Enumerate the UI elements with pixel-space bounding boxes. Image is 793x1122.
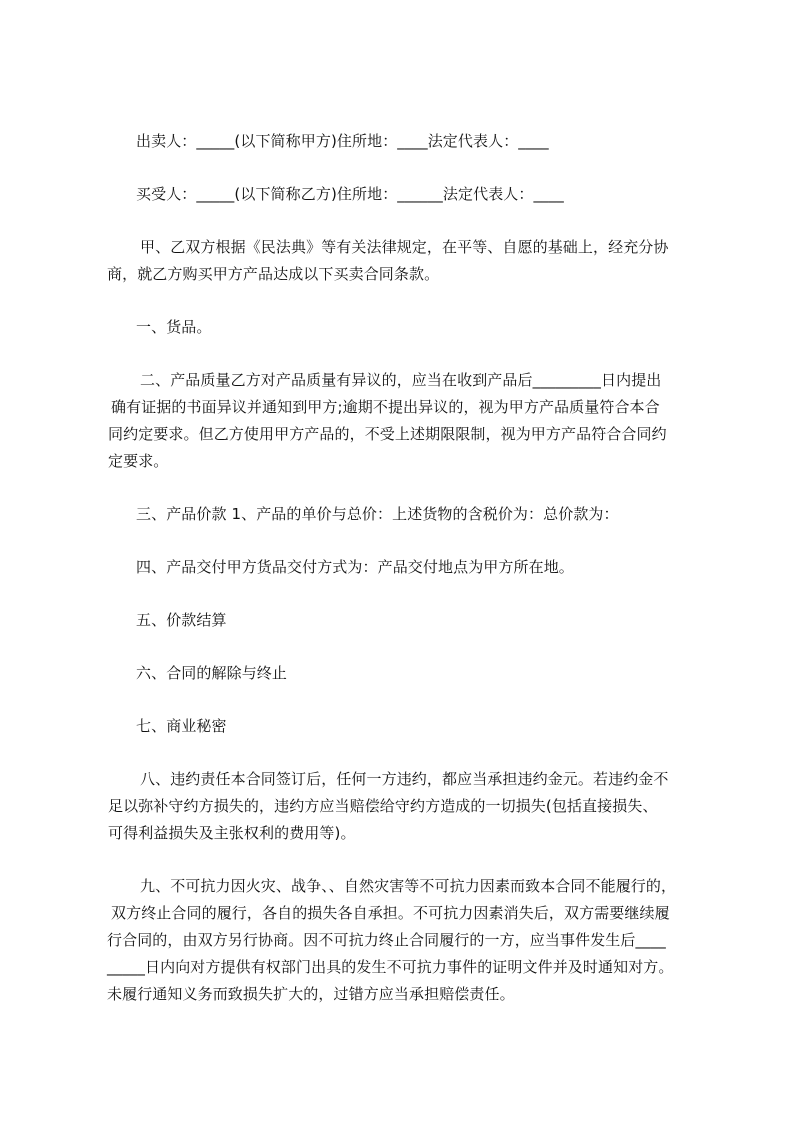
clause-9-line-1: 九、不可抗力因火灾、战争、、自然灾害等不可抗力因素而致本合同不能履行的， bbox=[140, 877, 677, 895]
clause-9-line-5: 未履行通知义务而致损失扩大的，过错方应当承担赔偿责任。 bbox=[107, 985, 515, 1003]
clause-9-line-3: 行合同的，由双方另行协商。因不可抗力终止合同履行的一方，应当事件发生后____ bbox=[107, 931, 666, 949]
clause-2-line-3: 同约定要求。但乙方使用甲方产品的，不受上述期限限制，视为甲方产品符合合同约 bbox=[108, 425, 667, 443]
clause-8-line-2: 足以弥补守约方损失的，违约方应当赔偿给守约方造成的一切损失(包括直接损失、 bbox=[108, 797, 658, 815]
clause-2-line-1: 二、产品质量乙方对产品质量有异议的，应当在收到产品后_________日内提出 bbox=[140, 371, 662, 389]
preamble-line-2: 商，就乙方购买甲方产品达成以下买卖合同条款。 bbox=[107, 265, 440, 283]
preamble-line-1: 甲、乙双方根据《民法典》等有关法律规定，在平等、自愿的基础上，经充分协 bbox=[140, 238, 669, 256]
buyer-line: 买受人：_____(以下简称乙方)住所地：______法定代表人：____ bbox=[136, 185, 564, 203]
clause-5-heading: 五、价款结算 bbox=[136, 611, 227, 629]
clause-1-heading: 一、货品。 bbox=[136, 318, 212, 336]
clause-8-line-3: 可得利益损失及主张权利的费用等)。 bbox=[108, 824, 356, 842]
clause-9-line-4: _____日内向对方提供有权部门出具的发生不可抗力事件的证明文件并及时通知对方。 bbox=[107, 958, 674, 976]
clause-2-line-2: 确有证据的书面异议并通知到甲方;逾期不提出异议的，视为甲方产品质量符合本合 bbox=[111, 398, 660, 416]
clause-3-line: 三、产品价款 1、产品的单价与总价：上述货物的含税价为：总价款为： bbox=[136, 505, 619, 523]
seller-line: 出卖人：_____(以下简称甲方)住所地：____法定代表人：____ bbox=[136, 132, 549, 150]
clause-2-line-4: 定要求。 bbox=[108, 452, 169, 470]
clause-4-line: 四、产品交付甲方货品交付方式为：产品交付地点为甲方所在地。 bbox=[136, 558, 574, 576]
clause-9-line-2: 双方终止合同的履行，各自的损失各自承担。不可抗力因素消失后，双方需要继续履 bbox=[111, 904, 670, 922]
clause-6-heading: 六、合同的解除与终止 bbox=[136, 664, 288, 682]
clause-8-line-1: 八、违约责任本合同签订后，任何一方违约，都应当承担违约金元。若违约金不 bbox=[140, 770, 669, 788]
clause-7-heading: 七、商业秘密 bbox=[136, 717, 227, 735]
